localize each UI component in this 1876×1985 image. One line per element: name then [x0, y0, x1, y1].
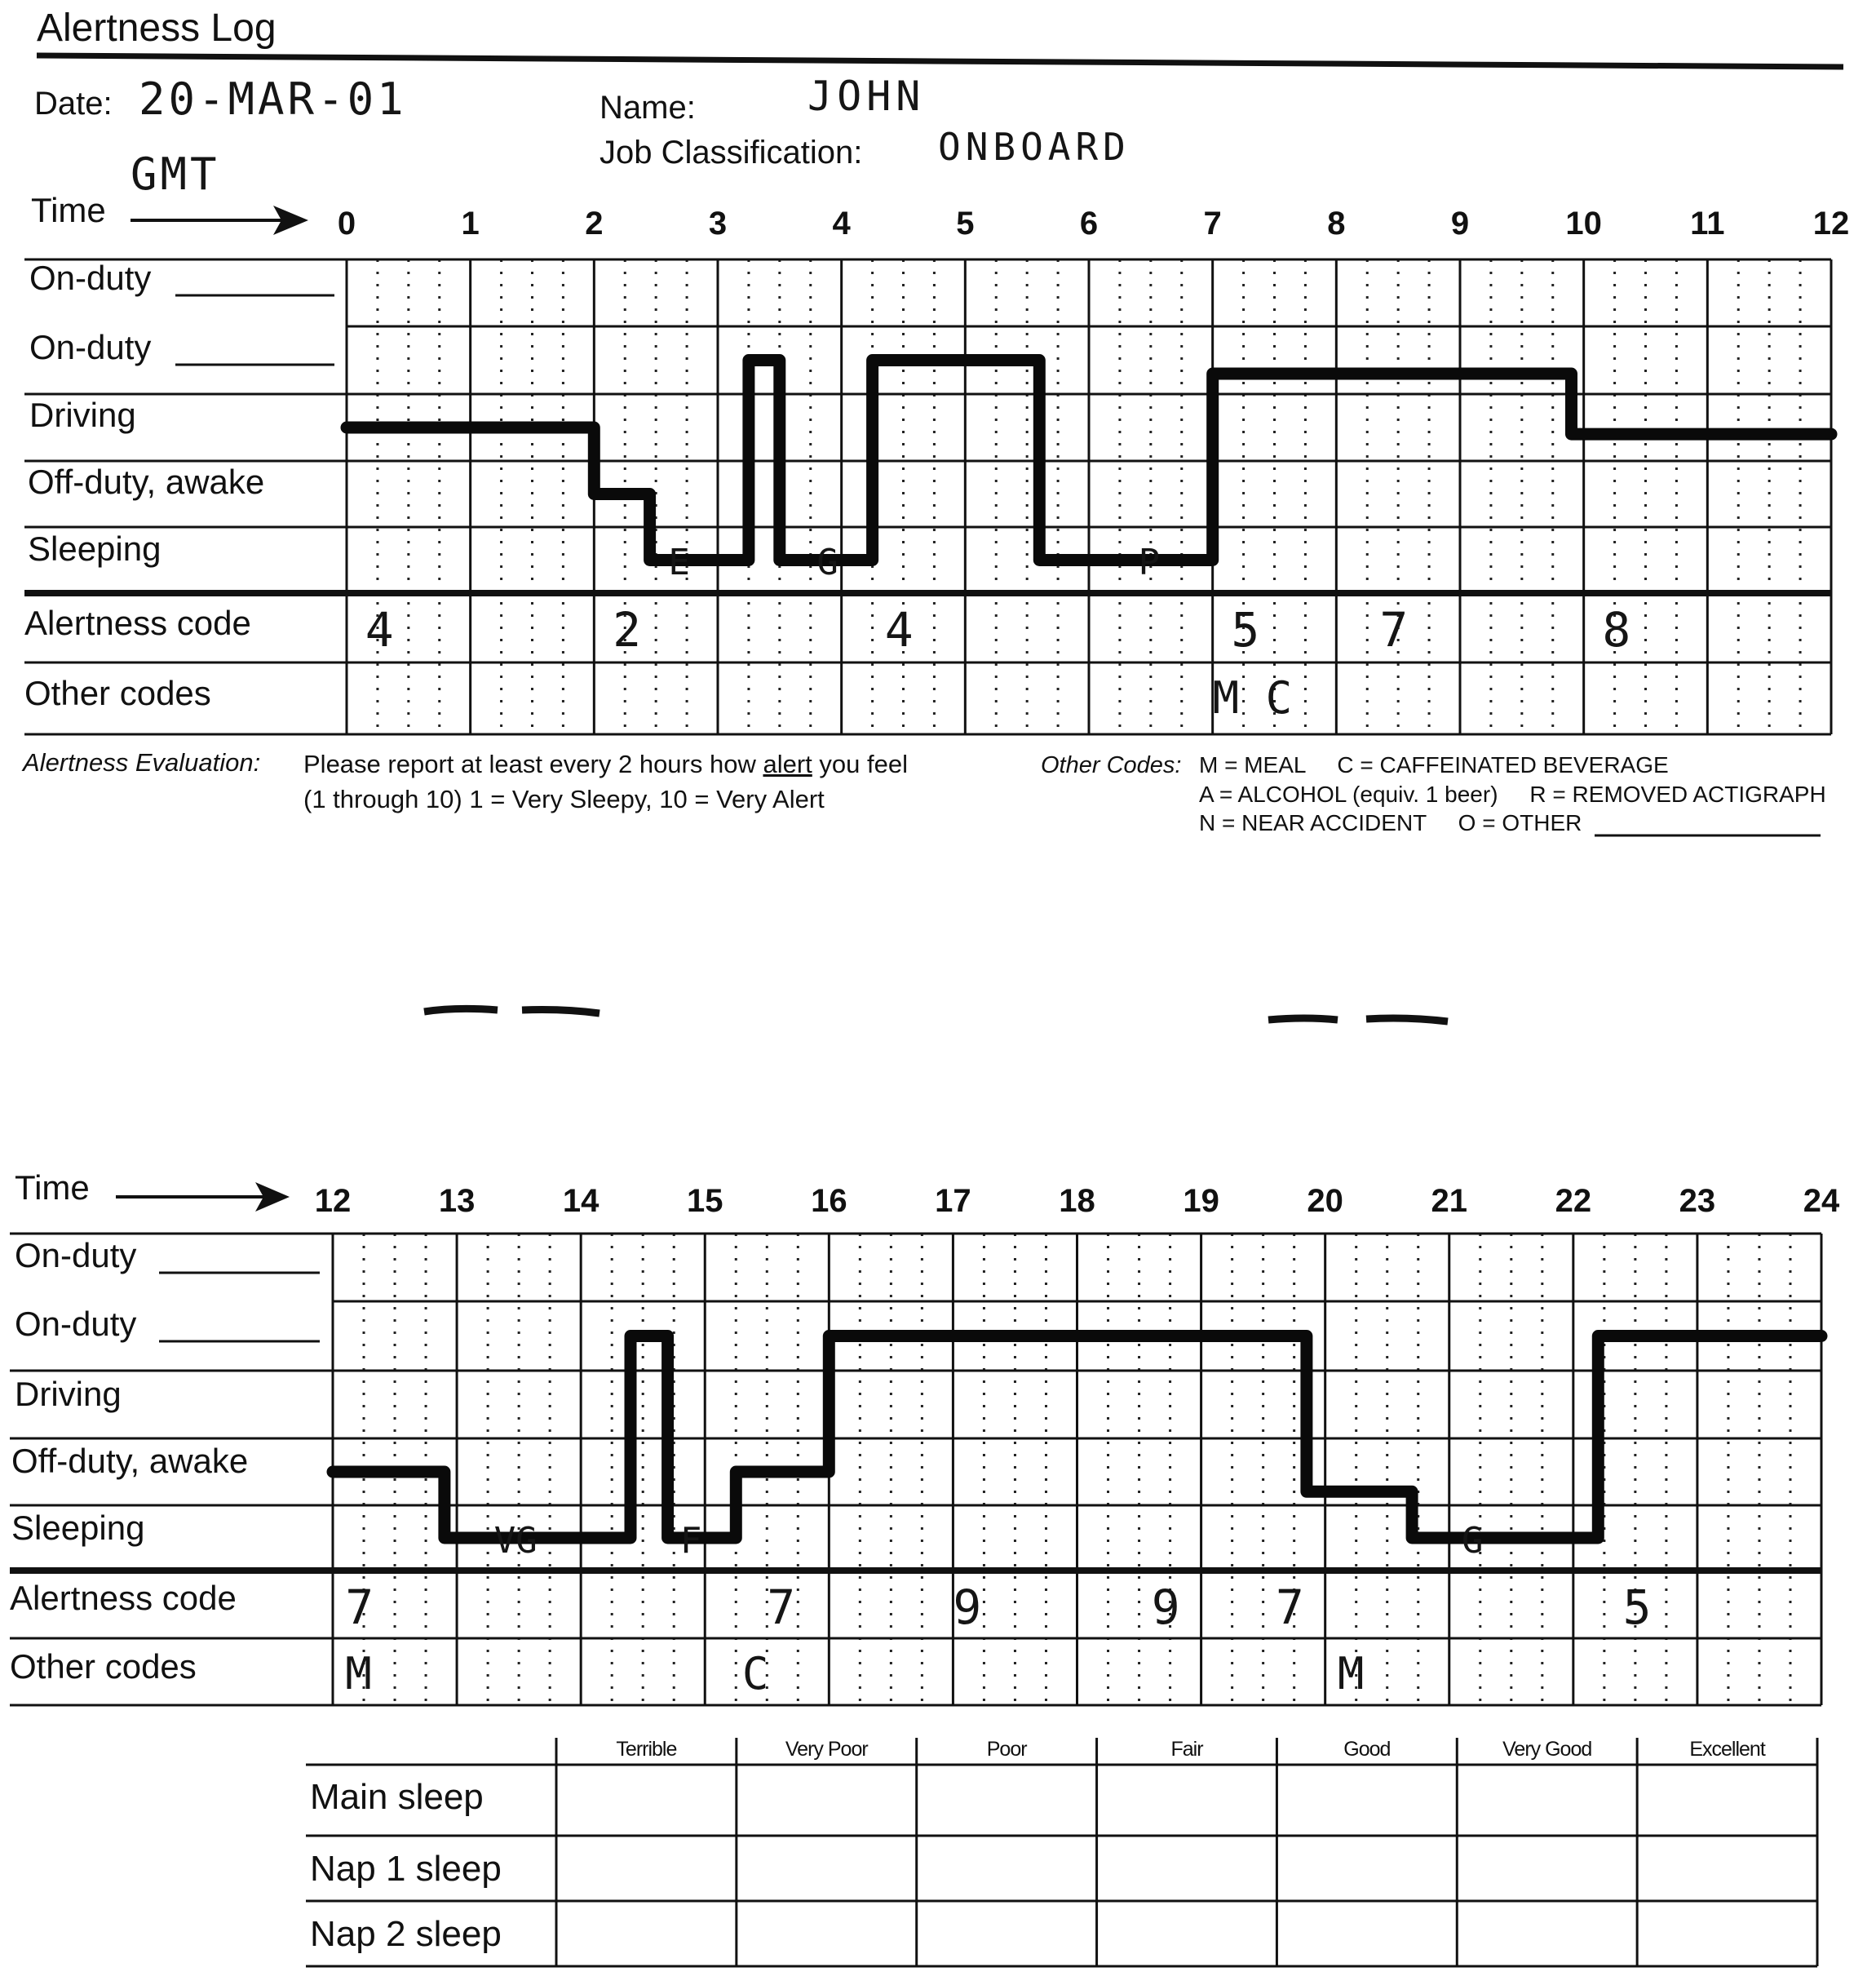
alertness-code-mark: 7: [345, 1580, 374, 1635]
time-label: Time: [31, 191, 106, 229]
legend: [21, 748, 1826, 835]
alertness-evaluation-line2: (1 through 10) 1 = Very Sleepy, 10 = Very Alert: [303, 785, 825, 813]
sleep-rating-table: [306, 1738, 1817, 1966]
time-label: Time: [15, 1168, 90, 1207]
alertness-code-mark: 2: [613, 602, 642, 658]
job-classification-value: ONBOARD: [938, 125, 1130, 169]
row-label-driving: Driving: [15, 1375, 122, 1413]
row-label-off-duty-awake: Off-duty, awake: [28, 463, 265, 501]
other-codes-title: Other Codes:: [1041, 752, 1182, 778]
alertness-code-mark: 4: [884, 602, 914, 658]
hour-label: 14: [562, 1183, 600, 1219]
hour-labels: [315, 1183, 1840, 1219]
row-labels: [10, 1236, 320, 1686]
alertness-code-mark: 7: [767, 1580, 796, 1635]
other-codes-line1: M = MEAL C = CAFFEINATED BEVERAGE: [1199, 752, 1669, 778]
alertness-code-mark: 9: [1151, 1580, 1180, 1635]
rating-column-header: Good: [1343, 1738, 1391, 1761]
rating-column-header: Very Poor: [785, 1738, 868, 1761]
sleep-quality-mark: F: [679, 1520, 702, 1562]
hour-label: 0: [337, 206, 356, 241]
hour-label: 8: [1327, 206, 1346, 241]
rating-column-header: Fair: [1170, 1738, 1203, 1761]
row-label-sleeping: Sleeping: [11, 1509, 145, 1547]
job-classification-label: Job Classification:: [600, 135, 863, 171]
row-label-on-duty-2: On-duty: [15, 1305, 137, 1343]
hour-label: 17: [935, 1183, 971, 1219]
date-label: Date:: [34, 86, 113, 122]
row-label-on-duty-1: On-duty: [29, 259, 152, 297]
sleep-quality-mark: G: [1461, 1520, 1484, 1562]
other-codes-line2: A = ALCOHOL (equiv. 1 beer) R = REMOVED ACTIGRAPH: [1199, 782, 1826, 807]
hour-label: 10: [1565, 206, 1602, 241]
hour-label: 4: [832, 206, 851, 241]
hour-label: 7: [1203, 206, 1222, 241]
hour-label: 22: [1555, 1183, 1592, 1219]
hour-label: 13: [438, 1183, 476, 1219]
other-code-mark: C: [741, 1648, 769, 1699]
sleep-quality-mark: G: [816, 542, 838, 583]
row-label-alertness-code: Alertness code: [24, 604, 251, 642]
alertness-evaluation-line1: Please report at least every 2 hours how alert you feel: [303, 750, 908, 778]
row-label-off-duty-awake: Off-duty, awake: [11, 1442, 249, 1480]
rating-column-header: Terrible: [616, 1738, 677, 1761]
hour-label: 11: [1690, 206, 1725, 241]
hour-label: 15: [687, 1183, 723, 1219]
rating-column-header: Excellent: [1689, 1738, 1765, 1761]
row-label-driving: Driving: [29, 396, 136, 434]
page-join-marks: [424, 1008, 1448, 1021]
hour-label: 24: [1803, 1183, 1840, 1219]
sleep-quality-mark: P: [1138, 542, 1161, 583]
row-label-sleeping: Sleeping: [28, 529, 161, 568]
rating-row-nap-2-sleep: Nap 2 sleep: [310, 1914, 502, 1954]
hour-label: 5: [956, 206, 975, 241]
alertness-code-mark: 4: [365, 602, 394, 658]
hour-label: 21: [1431, 1183, 1467, 1219]
hour-label: 12: [1812, 206, 1850, 241]
grid: [10, 1234, 1821, 1705]
alertness-evaluation-title: Alertness Evaluation:: [23, 748, 261, 777]
row-label-on-duty-1: On-duty: [15, 1236, 137, 1274]
hour-label: 23: [1679, 1183, 1716, 1219]
hour-label: 16: [811, 1183, 847, 1219]
name-value: JOHN: [807, 73, 926, 120]
alertness-code-mark: 8: [1602, 602, 1631, 658]
sleep-quality-mark: VG: [493, 1520, 538, 1562]
hour-label: 6: [1079, 206, 1099, 241]
hour-label: 2: [585, 206, 604, 241]
date-value: 20-MAR-01: [139, 73, 407, 125]
row-label-on-duty-2: On-duty: [29, 328, 152, 366]
alertness-code-mark: 5: [1231, 602, 1260, 658]
alertness-code-mark: 5: [1622, 1580, 1652, 1635]
duty-chart-0-12: [24, 191, 1849, 734]
sleep-quality-mark: E: [668, 542, 690, 583]
rating-column-header: Very Good: [1502, 1738, 1592, 1761]
name-label: Name:: [600, 90, 696, 126]
form-title: Alertness Log: [37, 7, 277, 50]
other-code-mark: M: [1337, 1648, 1365, 1699]
row-label-alertness-code: Alertness code: [10, 1579, 237, 1617]
time-arrow: [131, 206, 308, 235]
hour-label: 19: [1183, 1183, 1219, 1219]
hour-label: 20: [1307, 1183, 1343, 1219]
hour-label: 3: [708, 206, 728, 241]
title-rule: [37, 55, 1843, 67]
hour-label: 18: [1059, 1183, 1095, 1219]
grid: [24, 259, 1831, 734]
alertness-code-mark: 7: [1275, 1580, 1304, 1635]
hour-label: 12: [314, 1183, 352, 1219]
rating-row-nap-1-sleep: Nap 1 sleep: [310, 1849, 502, 1889]
alertness-code-mark: 7: [1379, 602, 1409, 658]
time-arrow: [116, 1182, 290, 1212]
other-code-mark: M C: [1212, 672, 1293, 724]
hour-label: 1: [461, 206, 480, 241]
other-codes-line3: N = NEAR ACCIDENT O = OTHER: [1199, 810, 1582, 835]
rating-column-header: Poor: [986, 1738, 1027, 1761]
other-code-mark: M: [345, 1648, 372, 1699]
row-label-other-codes: Other codes: [24, 674, 211, 712]
row-labels: [24, 259, 334, 712]
rating-row-main-sleep: Main sleep: [310, 1777, 484, 1817]
timezone-value: GMT: [131, 148, 220, 200]
hour-label: 9: [1450, 206, 1470, 241]
alertness-code-mark: 9: [953, 1580, 982, 1635]
hour-labels: [338, 206, 1849, 241]
duty-chart-12-24: [10, 1168, 1840, 1705]
row-label-other-codes: Other codes: [10, 1647, 197, 1686]
